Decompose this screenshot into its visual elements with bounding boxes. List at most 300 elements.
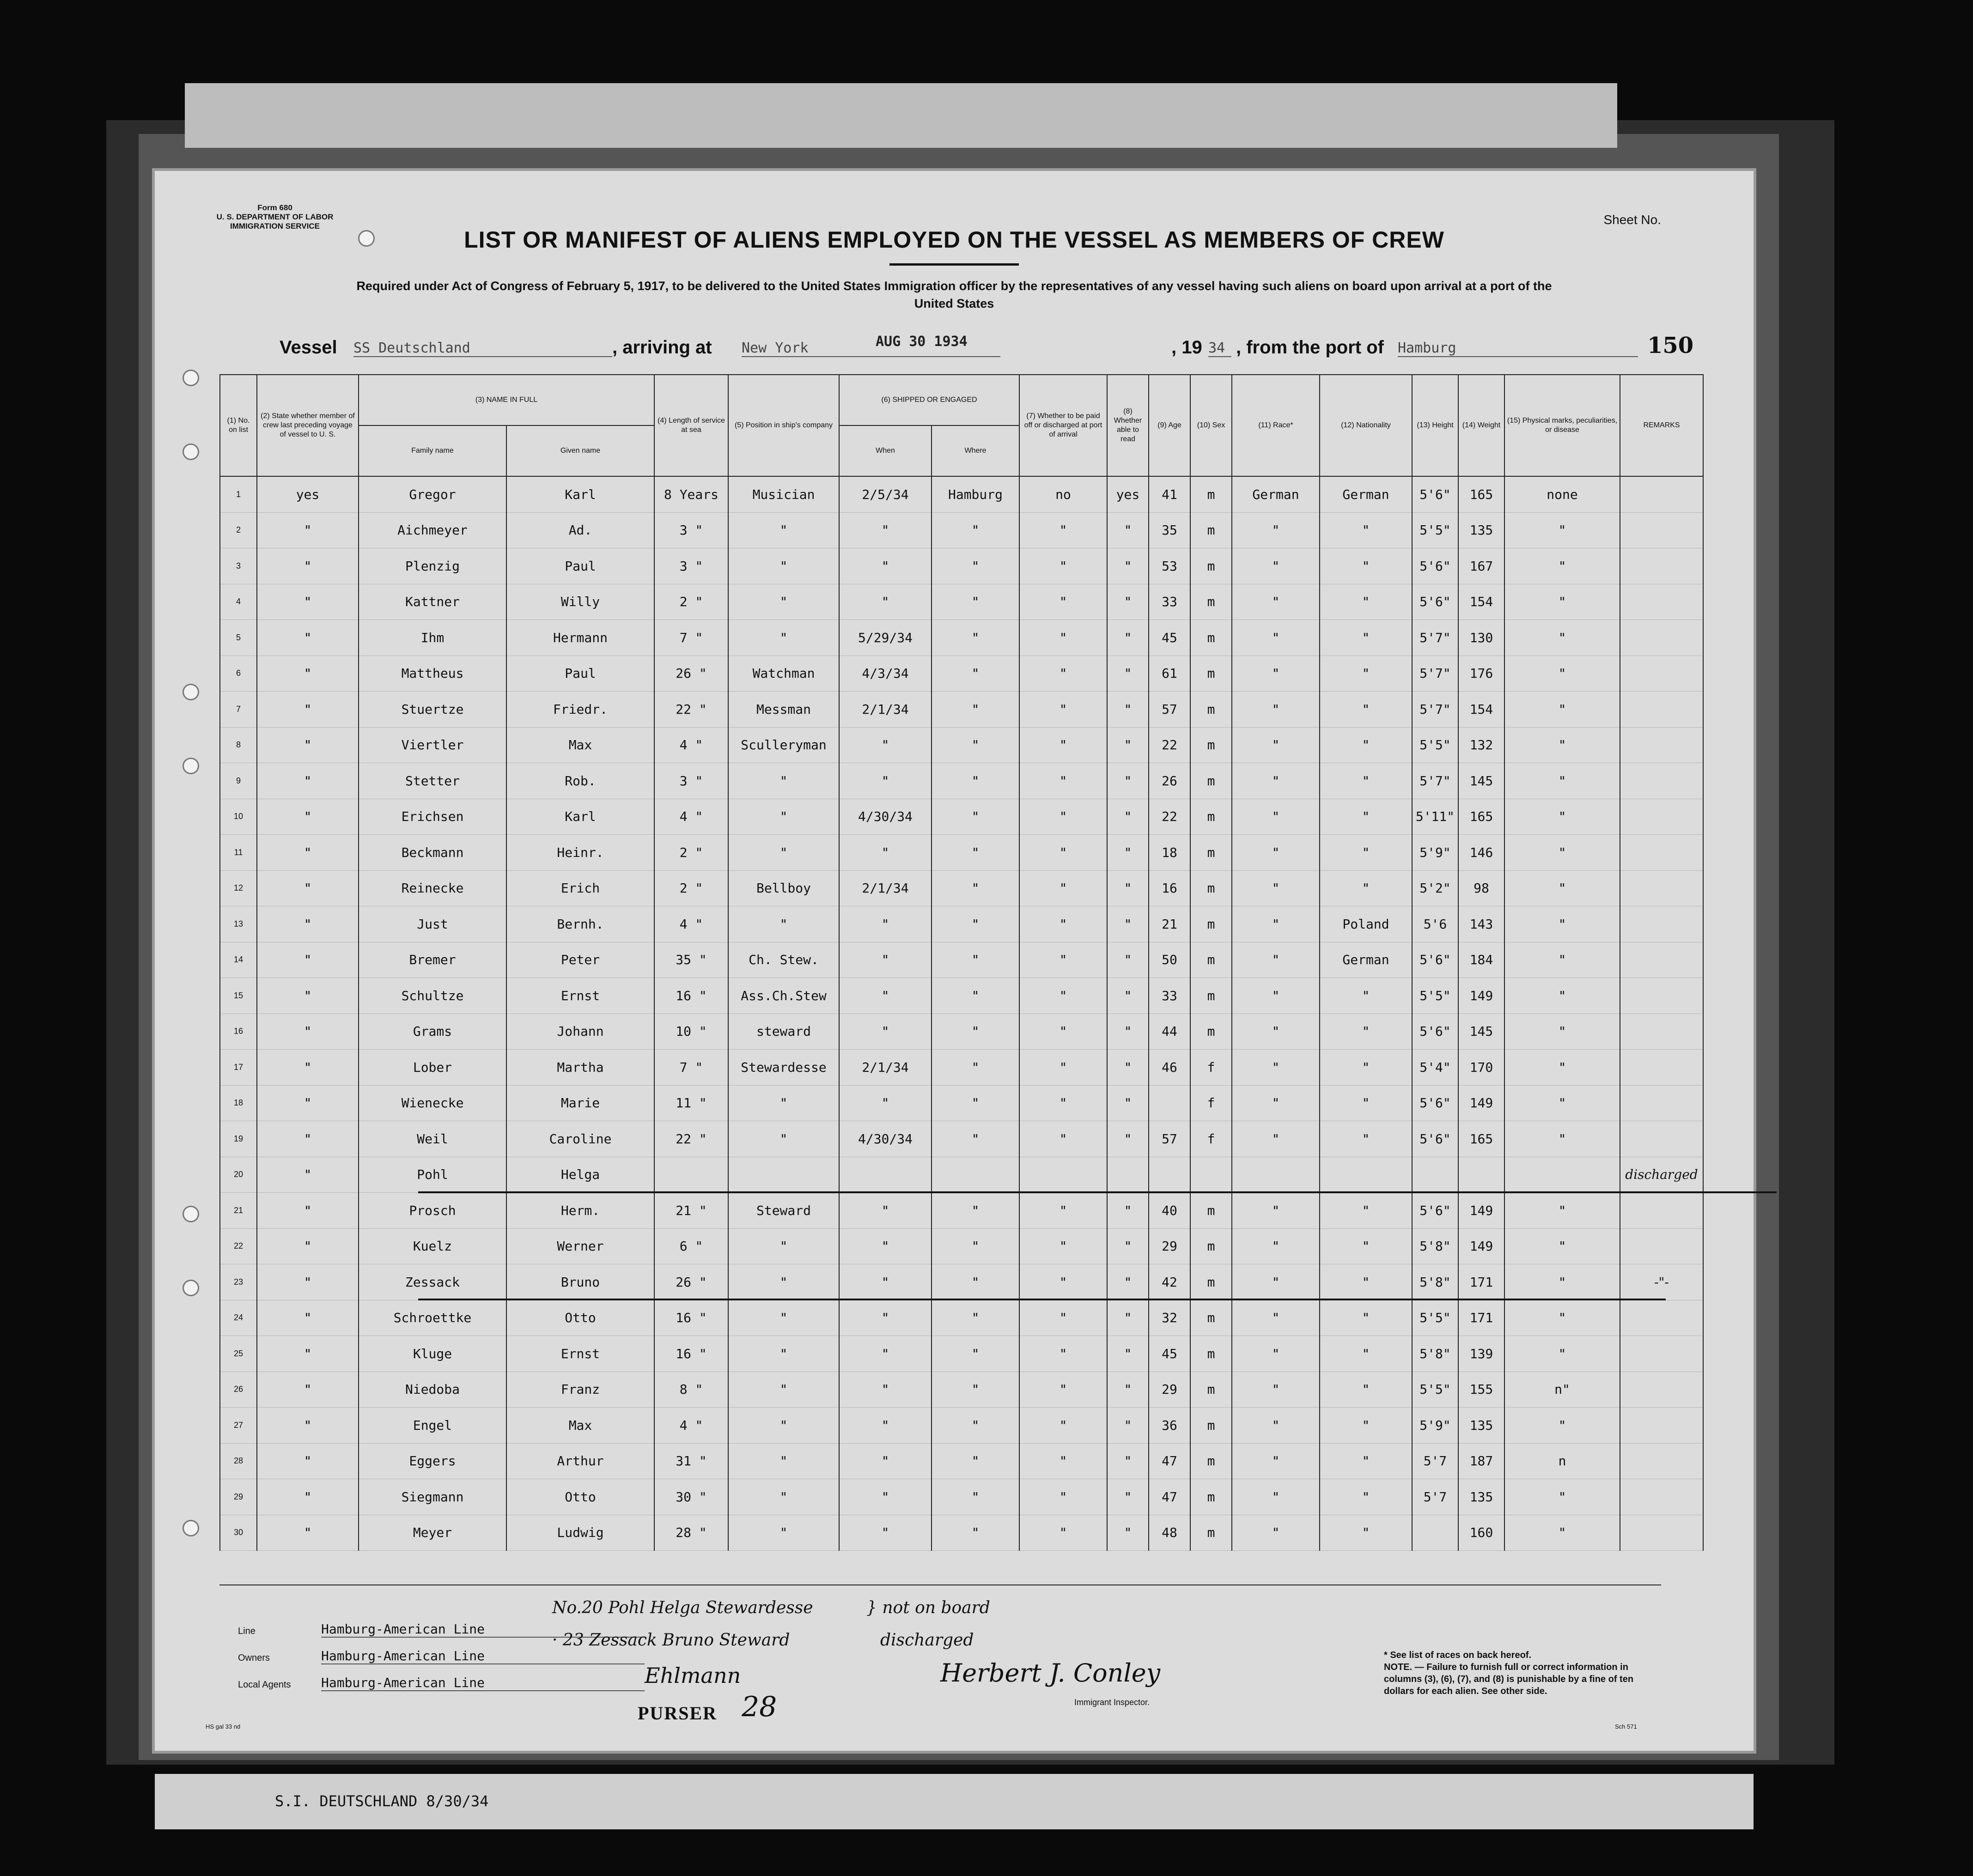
cell-read: " [1107,1408,1149,1444]
cell-prev: " [257,620,359,656]
cell-race: " [1232,1372,1320,1408]
cell-height: 5'6 [1412,906,1458,942]
cell-family: Schroettke [359,1300,506,1336]
cell-age: 21 [1149,906,1190,942]
cell-position: " [728,620,839,656]
cell-marks: " [1504,978,1620,1014]
cell-no: 29 [220,1479,257,1515]
cell-sex: m [1190,835,1232,871]
header-weight: (14) Weight [1458,375,1504,476]
cell-prev: " [257,763,359,799]
cell-service: 10 " [654,1014,728,1050]
table-row [220,692,1703,728]
cell-marks: " [1504,1050,1620,1086]
cell-race: " [1232,1193,1320,1229]
cell-no: 2 [220,512,257,548]
cell-nat: " [1320,799,1412,835]
cell-read: " [1107,1264,1149,1300]
cell-paid: " [1019,799,1107,835]
cell-position: Sculleryman [728,727,839,763]
cell-sex: m [1190,1515,1232,1551]
arriving-label: , arriving at [612,337,712,358]
line-value: Hamburg-American Line [321,1621,645,1638]
cell-service: 4 " [654,906,728,942]
cell-given: Paul [506,656,654,692]
cell-where: " [932,1479,1019,1515]
cell-remarks [1620,1121,1703,1157]
cell-read: " [1107,692,1149,728]
cell-weight: 187 [1458,1443,1504,1479]
cell-paid: no [1019,476,1107,512]
cell-given: Karl [506,476,654,512]
cell-family: Prosch [359,1193,506,1229]
cell-sex: f [1190,1050,1232,1086]
cell-where: Hamburg [932,476,1019,512]
cell-paid: " [1019,763,1107,799]
cell-sex: m [1190,1014,1232,1050]
crew-table-body [220,476,1703,1551]
cell-race: " [1232,584,1320,620]
cell-no: 18 [220,1085,257,1121]
cell-service: 4 " [654,799,728,835]
handwritten-note: · 23 Zessack Bruno Steward [552,1631,790,1650]
cell-given: Bernh. [506,906,654,942]
cell-age: 26 [1149,763,1190,799]
year-label: , 19 [1171,337,1202,358]
cell-service: 11 " [654,1085,728,1121]
cell-prev: " [257,1372,359,1408]
table-row [220,1157,1703,1193]
cell-sex: f [1190,1121,1232,1157]
cell-nat: German [1320,942,1412,978]
cell-where: " [932,584,1019,620]
cell-marks: " [1504,1300,1620,1336]
punch-hole [183,684,199,700]
cell-position: " [728,1228,839,1264]
cell-remarks [1620,763,1703,799]
cell-height: 5'8" [1412,1264,1458,1300]
cell-sex: m [1190,1193,1232,1229]
cell-paid: " [1019,727,1107,763]
cell-sex: m [1190,620,1232,656]
cell-nat: " [1320,1228,1412,1264]
cell-nat: German [1320,476,1412,512]
header-service: (4) Length of service at sea [654,375,728,476]
cell-position: steward [728,1014,839,1050]
cell-no: 25 [220,1336,257,1372]
cell-read: " [1107,835,1149,871]
table-row [220,512,1703,548]
cell-service: 7 " [654,1050,728,1086]
cell-race: " [1232,978,1320,1014]
cell-height: 5'5" [1412,1372,1458,1408]
cell-no: 7 [220,692,257,728]
cell-nat: " [1320,1121,1412,1157]
cell-race: " [1232,870,1320,906]
cell-family: Eggers [359,1443,506,1479]
departure-port: Hamburg [1398,340,1638,357]
cell-remarks [1620,835,1703,871]
cell-read: " [1107,1193,1149,1229]
cell-sex: m [1190,1408,1232,1444]
cell-when: " [839,978,932,1014]
cell-sex [1190,1157,1232,1193]
cell-nat: " [1320,1336,1412,1372]
cell-read: " [1107,1085,1149,1121]
cell-paid: " [1019,1050,1107,1086]
cell-remarks [1620,1085,1703,1121]
cell-sex: m [1190,763,1232,799]
cell-marks: n [1504,1443,1620,1479]
cell-given: Johann [506,1014,654,1050]
cell-marks: " [1504,1515,1620,1551]
cell-where: " [932,799,1019,835]
cell-prev: " [257,1336,359,1372]
cell-height: 5'6" [1412,584,1458,620]
cell-height: 5'7" [1412,620,1458,656]
cell-weight: 165 [1458,476,1504,512]
cell-weight: 154 [1458,584,1504,620]
cell-remarks [1620,512,1703,548]
owners-label: Owners [238,1653,270,1663]
table-row [220,1014,1703,1050]
cell-height: 5'2" [1412,870,1458,906]
cell-read: " [1107,727,1149,763]
table-row [220,799,1703,835]
cell-marks: " [1504,656,1620,692]
cell-paid: " [1019,1085,1107,1121]
cell-paid: " [1019,1372,1107,1408]
cell-marks [1504,1157,1620,1193]
cell-when: " [839,1479,932,1515]
cell-when: " [839,1300,932,1336]
cell-no: 3 [220,548,257,584]
cell-weight: 146 [1458,835,1504,871]
cell-no: 23 [220,1264,257,1300]
page-number: 150 [1647,333,1694,358]
cell-nat: " [1320,1372,1412,1408]
punch-hole [183,443,199,460]
cell-read [1107,1157,1149,1193]
cell-when: " [839,1443,932,1479]
cell-weight: 155 [1458,1372,1504,1408]
page-subtitle: Required under Act of Congress of February 5, 1917, to be delivered to the United States Immigration officer by the representatives of any vessel having such aliens on board upon arrival at a port of the United States [356,279,1552,310]
cell-family: Weil [359,1121,506,1157]
cell-family: Zessack [359,1264,506,1300]
cell-service: 30 " [654,1479,728,1515]
cell-given: Friedr. [506,692,654,728]
cell-remarks [1620,1050,1703,1086]
cell-age: 57 [1149,1121,1190,1157]
cell-paid: " [1019,656,1107,692]
cell-when: " [839,1085,932,1121]
cell-where: " [932,1300,1019,1336]
cell-paid: " [1019,942,1107,978]
cell-given: Bruno [506,1264,654,1300]
cell-race: " [1232,1443,1320,1479]
cell-paid: " [1019,1264,1107,1300]
cell-sex: m [1190,978,1232,1014]
cell-prev: " [257,548,359,584]
cell-given: Paul [506,548,654,584]
cell-where: " [932,548,1019,584]
table-row [220,906,1703,942]
cell-position: Ch. Stew. [728,942,839,978]
cell-marks: " [1504,942,1620,978]
cell-remarks [1620,870,1703,906]
cell-height: 5'7" [1412,763,1458,799]
cell-height: 5'5" [1412,727,1458,763]
cell-service: 7 " [654,620,728,656]
cell-marks: " [1504,1228,1620,1264]
cell-where: " [932,1443,1019,1479]
table-row [220,870,1703,906]
cell-family: Kluge [359,1336,506,1372]
cell-family: Wienecke [359,1085,506,1121]
cell-read: " [1107,1515,1149,1551]
cell-remarks [1620,1300,1703,1336]
cell-no: 9 [220,763,257,799]
cell-marks: " [1504,906,1620,942]
header-position: (5) Position in ship's company [728,375,839,476]
cell-when: 5/29/34 [839,620,932,656]
punch-hole [183,1520,199,1536]
cell-height: 5'8" [1412,1228,1458,1264]
cell-no: 15 [220,978,257,1014]
cell-age: 57 [1149,692,1190,728]
cell-marks: " [1504,727,1620,763]
cell-sex: m [1190,656,1232,692]
cell-when: 4/30/34 [839,1121,932,1157]
cell-given: Hermann [506,620,654,656]
cell-paid: " [1019,870,1107,906]
cell-service: 3 " [654,548,728,584]
table-row [220,942,1703,978]
cell-given: Peter [506,942,654,978]
cell-age: 42 [1149,1264,1190,1300]
cell-read: " [1107,584,1149,620]
cell-family: Ihm [359,620,506,656]
cell-position: Steward [728,1193,839,1229]
cell-family: Mattheus [359,656,506,692]
cell-age: 22 [1149,727,1190,763]
manifest-sheet [155,171,1754,1751]
cell-prev: yes [257,476,359,512]
cell-position: " [728,799,839,835]
cell-marks: " [1504,1121,1620,1157]
header-sex: (10) Sex [1190,375,1232,476]
cell-no: 12 [220,870,257,906]
cell-family: Plenzig [359,548,506,584]
cell-given: Heinr. [506,835,654,871]
cell-when: " [839,1336,932,1372]
agents-label: Local Agents [238,1680,291,1690]
cell-height: 5'7" [1412,656,1458,692]
agents-value: Hamburg-American Line [321,1675,645,1691]
cell-given: Otto [506,1479,654,1515]
cell-race: " [1232,1300,1320,1336]
cell-sex: m [1190,512,1232,548]
cell-read: " [1107,870,1149,906]
cell-nat: " [1320,584,1412,620]
cell-marks: n" [1504,1372,1620,1408]
cell-where: " [932,727,1019,763]
cell-when: " [839,1193,932,1229]
inspector-signature: Herbert J. Conley [940,1658,1161,1688]
cell-read: " [1107,1336,1149,1372]
cell-service: 35 " [654,942,728,978]
cell-service: 26 " [654,656,728,692]
cell-service: 8 " [654,1372,728,1408]
cell-where: " [932,512,1019,548]
cell-service: 2 " [654,835,728,871]
cell-given: Arthur [506,1443,654,1479]
cell-read: " [1107,548,1149,584]
cell-read: " [1107,1300,1149,1336]
cell-remarks [1620,1014,1703,1050]
cell-when: 2/1/34 [839,870,932,906]
cell-where: " [932,1372,1019,1408]
header-family-name: Family name [359,425,506,476]
cell-read: " [1107,656,1149,692]
cell-where: " [932,656,1019,692]
cell-sex: m [1190,548,1232,584]
cell-remarks [1620,942,1703,978]
cell-family: Aichmeyer [359,512,506,548]
cell-sex: m [1190,1479,1232,1515]
header-name: (3) NAME IN FULL [359,375,654,425]
header-height: (13) Height [1412,375,1458,476]
cell-height: 5'9" [1412,1408,1458,1444]
cell-remarks [1620,1193,1703,1229]
cell-age: 45 [1149,1336,1190,1372]
punch-hole [183,370,199,386]
cell-service: 4 " [654,727,728,763]
cell-where: " [932,870,1019,906]
cell-service: 28 " [654,1515,728,1551]
crew-table-wrap [219,374,1698,1551]
cell-position [728,1157,839,1193]
cell-given: Ludwig [506,1515,654,1551]
cell-prev: " [257,727,359,763]
cell-age: 29 [1149,1372,1190,1408]
cell-no: 8 [220,727,257,763]
cell-nat: " [1320,1050,1412,1086]
table-row [220,763,1703,799]
cell-race [1232,1157,1320,1193]
cell-weight: 139 [1458,1336,1504,1372]
table-row [220,620,1703,656]
cell-paid: " [1019,978,1107,1014]
cell-given: Karl [506,799,654,835]
cell-where: " [932,692,1019,728]
cell-height [1412,1157,1458,1193]
header-previous-voyage: (2) State whether member of crew last preceding voyage of vessel to U. S. [257,375,359,476]
cell-weight: 171 [1458,1264,1504,1300]
cell-remarks [1620,476,1703,512]
cell-given: Herm. [506,1193,654,1229]
header-remarks: REMARKS [1620,375,1703,476]
cell-paid: " [1019,1443,1107,1479]
cell-weight: 160 [1458,1515,1504,1551]
cell-height: 5'6" [1412,1121,1458,1157]
cell-prev: " [257,1264,359,1300]
cell-prev: " [257,1121,359,1157]
table-row [220,548,1703,584]
cell-read: " [1107,1121,1149,1157]
cell-prev: " [257,799,359,835]
cell-marks: " [1504,692,1620,728]
cell-age: 41 [1149,476,1190,512]
header-paid-off: (7) Whether to be paid off or discharged at port of arrival [1019,375,1107,476]
cell-where: " [932,1121,1019,1157]
cell-sex: m [1190,1264,1232,1300]
cell-given: Caroline [506,1121,654,1157]
cell-where: " [932,1515,1019,1551]
cell-paid: " [1019,1408,1107,1444]
cell-height: 5'6" [1412,476,1458,512]
cell-age: 46 [1149,1050,1190,1086]
cell-service: 31 " [654,1443,728,1479]
cell-when: " [839,512,932,548]
cell-where: " [932,1193,1019,1229]
cell-no: 21 [220,1193,257,1229]
cell-given: Rob. [506,763,654,799]
cell-service [654,1157,728,1193]
arrival-port: New York [742,340,1000,357]
cell-service: 16 " [654,1336,728,1372]
cell-weight: 143 [1458,906,1504,942]
cell-remarks [1620,799,1703,835]
cell-when: " [839,1515,932,1551]
cell-height: 5'8" [1412,1336,1458,1372]
cell-nat: " [1320,978,1412,1014]
cell-given: Ernst [506,1336,654,1372]
cell-when: " [839,1408,932,1444]
cell-race: " [1232,656,1320,692]
strike-line-row-20 [418,1191,1777,1193]
cell-sex: m [1190,870,1232,906]
cell-age: 18 [1149,835,1190,871]
cell-height: 5'7" [1412,692,1458,728]
cell-sex: m [1190,692,1232,728]
cell-position: " [728,1408,839,1444]
cell-weight: 135 [1458,1408,1504,1444]
cell-read: " [1107,942,1149,978]
cell-when: " [839,906,932,942]
cell-height: 5'5" [1412,978,1458,1014]
cell-family: Just [359,906,506,942]
cell-service: 21 " [654,1193,728,1229]
cell-race: " [1232,1050,1320,1086]
cell-paid [1019,1157,1107,1193]
cell-marks: " [1504,548,1620,584]
cell-given: Marie [506,1085,654,1121]
cell-weight: 130 [1458,620,1504,656]
cell-weight: 149 [1458,1085,1504,1121]
handwritten-note: No.20 Pohl Helga Stewardesse [552,1598,813,1617]
cell-race: " [1232,942,1320,978]
cell-no: 11 [220,835,257,871]
cell-age: 33 [1149,584,1190,620]
cell-remarks [1620,1479,1703,1515]
cell-sex: m [1190,1228,1232,1264]
cell-position: " [728,1264,839,1300]
cell-prev: " [257,584,359,620]
date-stamp: AUG 30 1934 [876,334,968,350]
cell-nat: " [1320,763,1412,799]
punch-hole [183,1206,199,1222]
